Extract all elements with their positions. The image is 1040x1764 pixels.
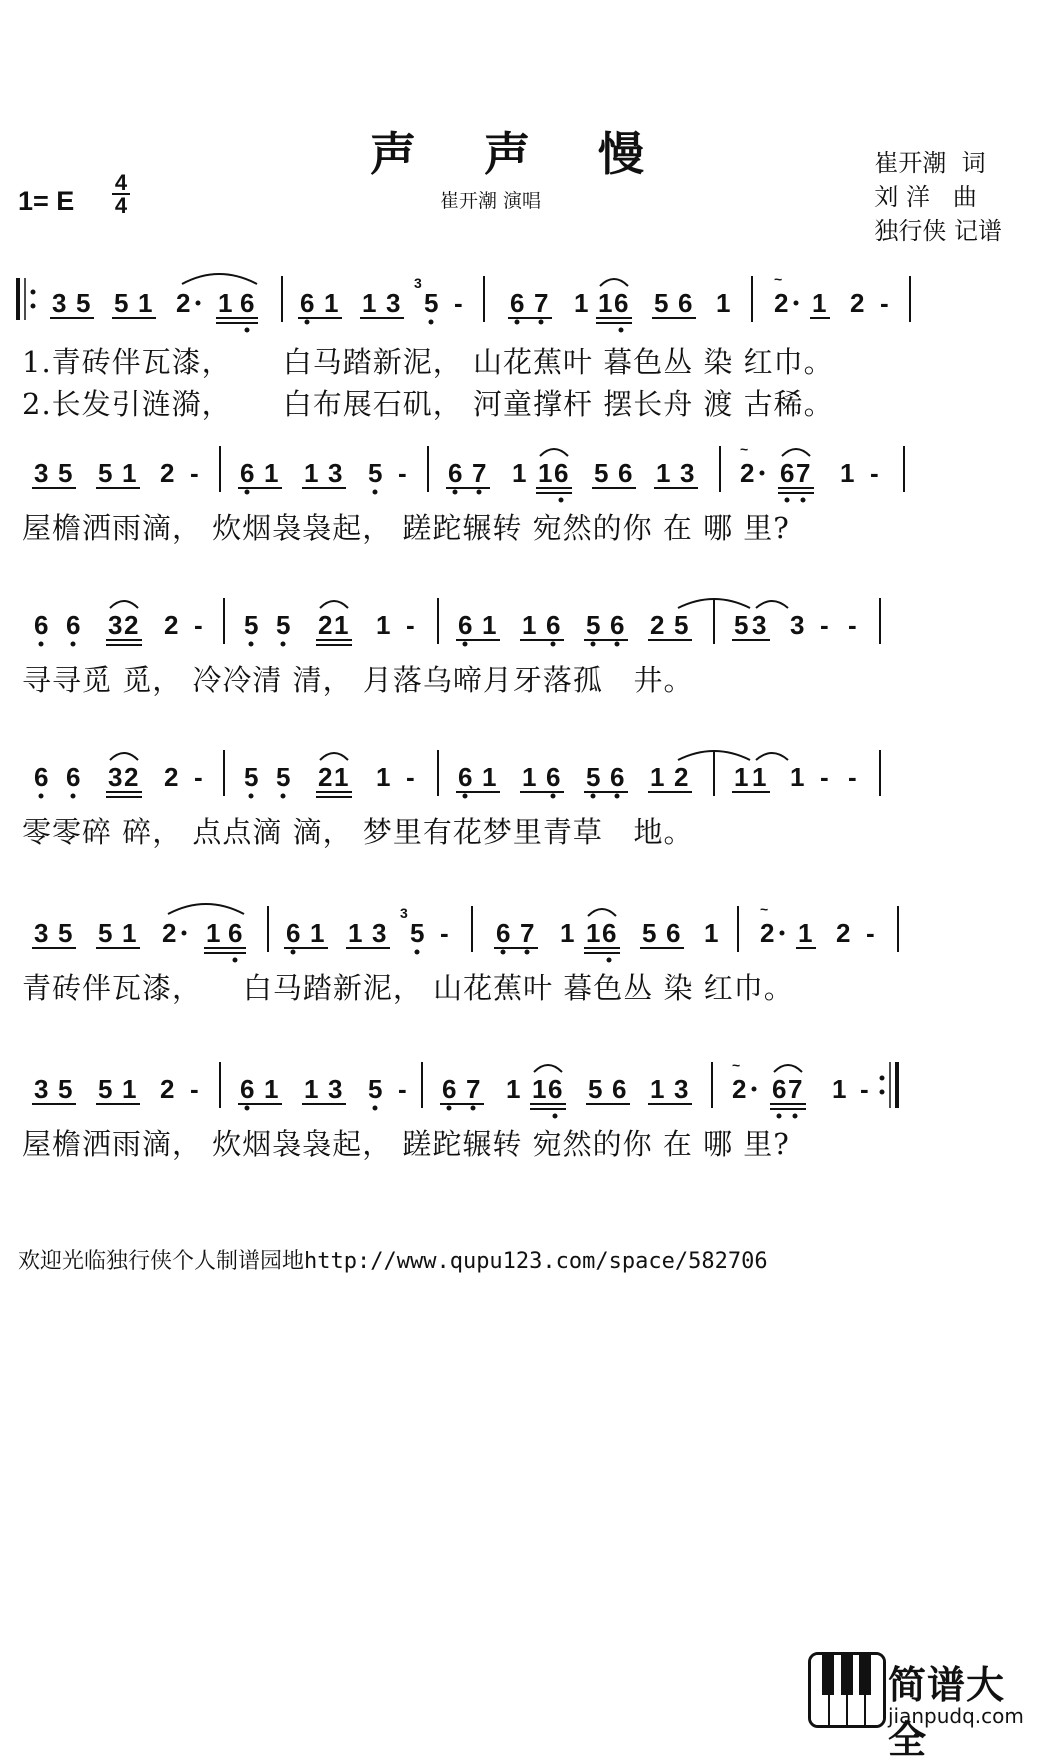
svg-text:-: - <box>848 762 857 792</box>
svg-text:2: 2 <box>774 288 789 318</box>
svg-text:6: 6 <box>614 288 629 318</box>
svg-text:1: 1 <box>122 1074 137 1104</box>
svg-text:2: 2 <box>176 288 191 318</box>
svg-text:1: 1 <box>482 610 497 640</box>
svg-text:1: 1 <box>650 1074 665 1104</box>
svg-text:6: 6 <box>618 458 633 488</box>
svg-text:5: 5 <box>114 288 129 318</box>
svg-text:1: 1 <box>512 458 527 488</box>
svg-text:1: 1 <box>138 288 153 318</box>
svg-text:6: 6 <box>554 458 569 488</box>
svg-text:6: 6 <box>34 610 49 640</box>
svg-text:2: 2 <box>162 918 177 948</box>
svg-text:6: 6 <box>240 458 255 488</box>
svg-text:6: 6 <box>66 610 81 640</box>
svg-text:2: 2 <box>674 762 689 792</box>
svg-text:1: 1 <box>334 610 349 640</box>
svg-text:3: 3 <box>386 288 401 318</box>
svg-text:2: 2 <box>836 918 851 948</box>
svg-text:5: 5 <box>588 1074 603 1104</box>
svg-text:5: 5 <box>642 918 657 948</box>
svg-text:3: 3 <box>414 275 422 291</box>
svg-text:3: 3 <box>34 458 49 488</box>
lyric-line-2: 2.长发引涟漪， 白布展石矶， 河童撑杆 摆长舟 渡 古稀。 <box>22 387 834 421</box>
svg-text:1: 1 <box>734 762 749 792</box>
svg-text:6: 6 <box>34 762 49 792</box>
svg-text:5: 5 <box>244 610 259 640</box>
svg-text:5: 5 <box>410 918 425 948</box>
svg-text:6: 6 <box>602 918 617 948</box>
svg-text:6: 6 <box>286 918 301 948</box>
svg-text:3: 3 <box>108 610 123 640</box>
svg-text:5: 5 <box>594 458 609 488</box>
svg-text:5: 5 <box>734 610 749 640</box>
svg-text:7: 7 <box>788 1074 803 1104</box>
credits <box>874 146 1002 248</box>
svg-text:6: 6 <box>678 288 693 318</box>
lyric-line-1: 零零碎 碎， 点点滴 滴， 梦里有花梦里青草 地。 <box>22 815 694 849</box>
lyric-line-1: 屋檐洒雨滴， 炊烟袅袅起， 蹉跎辗转 宛然的你 在 哪 里? <box>22 1127 790 1161</box>
svg-text:7: 7 <box>534 288 549 318</box>
svg-text:3: 3 <box>372 918 387 948</box>
svg-text:1: 1 <box>586 918 601 948</box>
svg-text:1: 1 <box>376 610 391 640</box>
svg-text:-: - <box>190 458 199 488</box>
svg-text:-: - <box>860 1074 869 1104</box>
system-6 <box>14 1056 1014 1161</box>
lyric-line-1: 青砖伴瓦漆， 白马踏新泥， 山花蕉叶 暮色丛 染 红巾。 <box>22 971 794 1005</box>
svg-text:2: 2 <box>318 610 333 640</box>
svg-text:1: 1 <box>704 918 719 948</box>
svg-text:1: 1 <box>310 918 325 948</box>
svg-text:1: 1 <box>334 762 349 792</box>
svg-text:2: 2 <box>740 458 755 488</box>
svg-text:6: 6 <box>458 610 473 640</box>
svg-text:1: 1 <box>752 762 767 792</box>
measure-1 <box>50 274 282 333</box>
site-logo[interactable] <box>808 1650 1038 1762</box>
credit-composer: 刘 洋 曲 <box>874 183 977 211</box>
svg-text:1: 1 <box>218 288 233 318</box>
svg-text:7: 7 <box>472 458 487 488</box>
svg-text:5: 5 <box>98 458 113 488</box>
svg-text:-: - <box>454 288 463 318</box>
svg-text:-: - <box>398 1074 407 1104</box>
svg-text:3: 3 <box>52 288 67 318</box>
svg-text:3: 3 <box>674 1074 689 1104</box>
svg-text:1: 1 <box>598 288 613 318</box>
system-2 <box>14 440 1014 545</box>
svg-text:-: - <box>880 288 889 318</box>
svg-text:-: - <box>866 918 875 948</box>
svg-text:-: - <box>194 762 203 792</box>
song-title: 声 声 慢 <box>369 127 671 181</box>
svg-text:1: 1 <box>532 1074 547 1104</box>
system-3 <box>14 592 1014 697</box>
svg-text:2: 2 <box>124 762 139 792</box>
svg-text:3: 3 <box>34 918 49 948</box>
svg-text:1: 1 <box>376 762 391 792</box>
lyric-line-1: 1.青砖伴瓦漆， 白马踏新泥， 山花蕉叶 暮色丛 染 红巾。 <box>22 345 834 379</box>
credit-lyricist: 崔开潮 词 <box>874 149 986 177</box>
credit-transcriber: 独行侠 记谱 <box>874 217 1002 245</box>
svg-text:6: 6 <box>666 918 681 948</box>
svg-text:3: 3 <box>34 1074 49 1104</box>
svg-text:-: - <box>440 918 449 948</box>
svg-text:1: 1 <box>348 918 363 948</box>
start-repeat <box>18 278 36 320</box>
svg-text:5: 5 <box>424 288 439 318</box>
lyric-line-1: 屋檐洒雨滴， 炊烟袅袅起， 蹉跎辗转 宛然的你 在 哪 里? <box>22 511 790 545</box>
svg-text:1: 1 <box>790 762 805 792</box>
svg-text:5: 5 <box>58 918 73 948</box>
svg-text:6: 6 <box>772 1074 787 1104</box>
svg-text:-: - <box>870 458 879 488</box>
svg-text:7: 7 <box>796 458 811 488</box>
svg-text:1: 1 <box>560 918 575 948</box>
svg-text:1: 1 <box>716 288 731 318</box>
system-4 <box>14 744 1014 849</box>
svg-text:1: 1 <box>482 762 497 792</box>
meter-top: 4 <box>114 170 128 195</box>
svg-text:-: - <box>848 610 857 640</box>
svg-text:2: 2 <box>124 610 139 640</box>
lyric-line-1: 寻寻觅 觅， 冷冷清 清， 月落乌啼月牙落孤 井。 <box>22 663 694 697</box>
svg-text:1: 1 <box>840 458 855 488</box>
svg-text:6: 6 <box>546 610 561 640</box>
svg-text:5: 5 <box>244 762 259 792</box>
svg-text:7: 7 <box>466 1074 481 1104</box>
logo-url: jianpudq.com <box>888 1704 1024 1728</box>
svg-text:1: 1 <box>812 288 827 318</box>
svg-text:1: 1 <box>304 1074 319 1104</box>
notation-line <box>14 440 1014 512</box>
svg-text:3: 3 <box>400 905 408 921</box>
svg-text:6: 6 <box>240 288 255 318</box>
svg-text:2: 2 <box>160 1074 175 1104</box>
logo-name: 简谱大全 <box>888 1663 1006 1762</box>
svg-text:1: 1 <box>538 458 553 488</box>
svg-text:5: 5 <box>276 610 291 640</box>
performer: 崔开潮 演唱 <box>440 190 542 212</box>
measure-3 <box>508 276 752 333</box>
svg-text:5: 5 <box>586 762 601 792</box>
svg-text:5: 5 <box>58 1074 73 1104</box>
svg-text:-: - <box>820 762 829 792</box>
svg-text:1: 1 <box>506 1074 521 1104</box>
svg-text:6: 6 <box>612 1074 627 1104</box>
svg-text:1: 1 <box>264 458 279 488</box>
svg-text:6: 6 <box>240 1074 255 1104</box>
svg-text:6: 6 <box>780 458 795 488</box>
svg-text:-: - <box>398 458 407 488</box>
svg-text:3: 3 <box>790 610 805 640</box>
svg-text:~: ~ <box>732 1057 741 1073</box>
svg-text:5: 5 <box>674 610 689 640</box>
end-repeat <box>880 1062 898 1108</box>
svg-text:6: 6 <box>442 1074 457 1104</box>
svg-text:2: 2 <box>650 610 665 640</box>
svg-text:5: 5 <box>368 1074 383 1104</box>
svg-text:-: - <box>406 762 415 792</box>
svg-text:~: ~ <box>760 901 769 917</box>
svg-text:6: 6 <box>448 458 463 488</box>
svg-text:6: 6 <box>548 1074 563 1104</box>
svg-text:-: - <box>190 1074 199 1104</box>
meter-bottom: 4 <box>114 193 128 218</box>
svg-text:-: - <box>194 610 203 640</box>
svg-text:~: ~ <box>740 441 749 457</box>
svg-text:5: 5 <box>98 918 113 948</box>
svg-text:3: 3 <box>328 1074 343 1104</box>
svg-text:6: 6 <box>546 762 561 792</box>
svg-text:~: ~ <box>774 271 783 287</box>
svg-text:1: 1 <box>832 1074 847 1104</box>
svg-text:5: 5 <box>58 458 73 488</box>
svg-text:7: 7 <box>520 918 535 948</box>
svg-text:2: 2 <box>164 762 179 792</box>
svg-text:2: 2 <box>160 458 175 488</box>
svg-text:5: 5 <box>76 288 91 318</box>
svg-text:6: 6 <box>458 762 473 792</box>
svg-text:1: 1 <box>206 918 221 948</box>
key-signature: 1= E <box>18 186 75 216</box>
svg-text:-: - <box>820 610 829 640</box>
svg-text:6: 6 <box>300 288 315 318</box>
notation-line <box>14 744 1014 816</box>
svg-text:1: 1 <box>650 762 665 792</box>
time-signature <box>110 172 132 216</box>
svg-text:2: 2 <box>760 918 775 948</box>
svg-text:1: 1 <box>522 762 537 792</box>
svg-text:1: 1 <box>656 458 671 488</box>
svg-text:5: 5 <box>98 1074 113 1104</box>
measure-2 <box>298 275 484 325</box>
svg-text:6: 6 <box>610 762 625 792</box>
svg-text:1: 1 <box>122 458 137 488</box>
svg-text:6: 6 <box>66 762 81 792</box>
svg-text:3: 3 <box>108 762 123 792</box>
svg-text:6: 6 <box>610 610 625 640</box>
system-1 <box>14 270 1014 421</box>
svg-text:-: - <box>406 610 415 640</box>
svg-text:3: 3 <box>680 458 695 488</box>
notation-line <box>14 1056 1014 1128</box>
svg-text:6: 6 <box>228 918 243 948</box>
svg-text:3: 3 <box>328 458 343 488</box>
svg-text:2: 2 <box>318 762 333 792</box>
svg-text:6: 6 <box>510 288 525 318</box>
svg-text:5: 5 <box>368 458 383 488</box>
svg-text:1: 1 <box>574 288 589 318</box>
svg-text:5: 5 <box>654 288 669 318</box>
svg-text:1: 1 <box>304 458 319 488</box>
notation-line <box>14 592 1014 664</box>
measure-4 <box>774 271 910 322</box>
svg-text:1: 1 <box>324 288 339 318</box>
svg-text:5: 5 <box>586 610 601 640</box>
svg-text:6: 6 <box>496 918 511 948</box>
svg-text:1: 1 <box>264 1074 279 1104</box>
svg-text:5: 5 <box>276 762 291 792</box>
svg-text:2: 2 <box>732 1074 747 1104</box>
svg-text:1: 1 <box>798 918 813 948</box>
svg-text:2: 2 <box>164 610 179 640</box>
notation-line <box>14 270 1014 342</box>
piano-icon <box>808 1652 886 1728</box>
system-5 <box>14 900 1014 1005</box>
footer-link[interactable]: 欢迎光临独行侠个人制谱园地http://www.qupu123.com/space/582706 <box>18 1249 768 1274</box>
notation-line <box>14 900 1014 972</box>
svg-text:1: 1 <box>362 288 377 318</box>
svg-text:2: 2 <box>850 288 865 318</box>
svg-text:1: 1 <box>522 610 537 640</box>
svg-text:3: 3 <box>752 610 767 640</box>
svg-text:1: 1 <box>122 918 137 948</box>
